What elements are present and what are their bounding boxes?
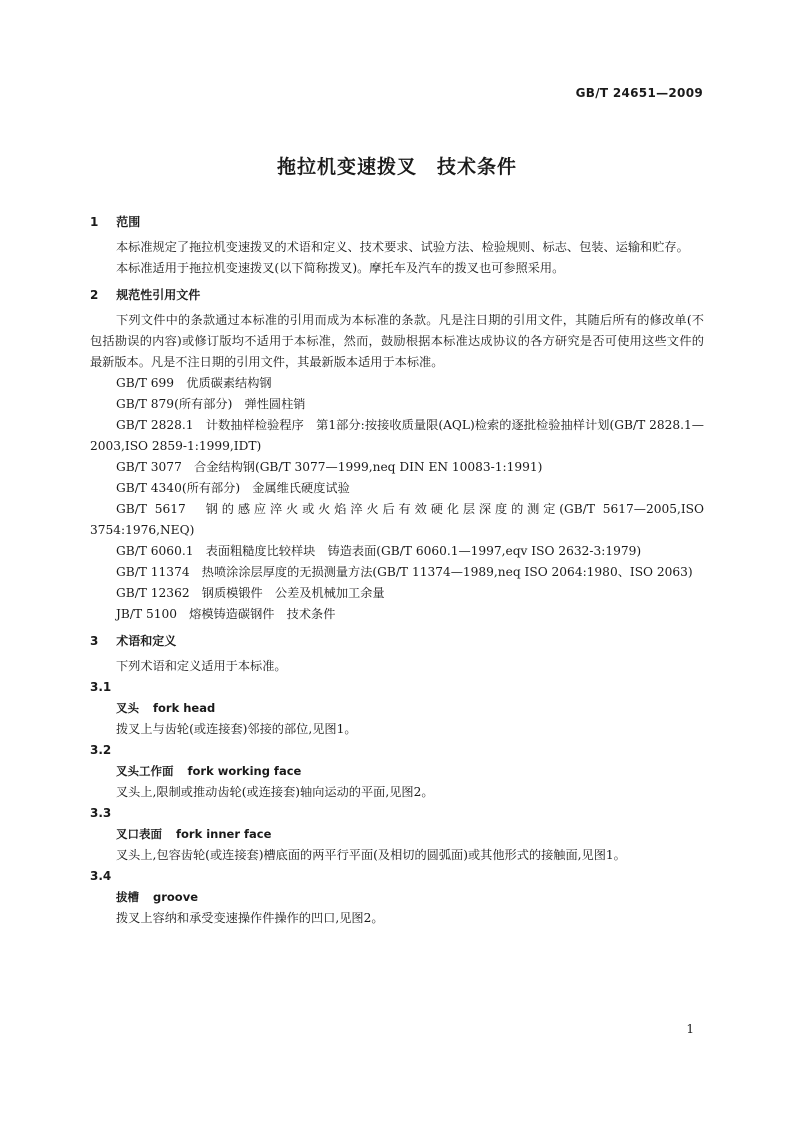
section-number: 1 (90, 215, 99, 229)
reference-item: GB/T 699 优质碳素结构钢 (116, 376, 272, 390)
scope-paragraph: 本标准适用于拖拉机变速拨叉(以下简称拨叉)。摩托车及汽车的拨叉也可参照采用。 (116, 261, 565, 275)
section-number: 2 (90, 288, 99, 302)
term-name (90, 887, 704, 908)
reference-item: GB/T 3077 合金结构钢(GB/T 3077—1999,neq DIN EN 10083-1:1991) (116, 460, 543, 474)
term-definition: 拨叉上与齿轮(或连接套)邻接的部位,见图1。 (116, 722, 357, 736)
term-name-zh: 叉头 (116, 701, 139, 715)
term-name-en: fork working face (187, 764, 302, 778)
term-number: 3.1 (90, 680, 112, 694)
term-name-zh: 拔槽 (116, 890, 139, 904)
section-heading-terms (90, 631, 704, 652)
term-name-en: groove (153, 890, 199, 904)
term-name (90, 698, 704, 719)
reference-item: GB/T 2828.1 计数抽样检验程序 第1部分:按接收质量限(AQL)检索的逐批检验抽样计划(GB/T 2828.1—2003,ISO 2859-1:1999,IDT) (90, 418, 704, 453)
reference-item: GB/T 12362 钢质模锻件 公差及机械加工余量 (116, 586, 385, 600)
reference-item: GB/T 5617 钢的感应淬火或火焰淬火后有效硬化层深度的测定(GB/T 5617—2005,ISO 3754:1976,NEQ) (90, 502, 704, 537)
reference-item: GB/T 879(所有部分) 弹性圆柱销 (116, 397, 306, 411)
term-number: 3.4 (90, 869, 112, 883)
term-number: 3.2 (90, 743, 112, 757)
reference-item: GB/T 11374 热喷涂涂层厚度的无损测量方法(GB/T 11374—1989,neq ISO 2064:1980、ISO 2063) (116, 565, 693, 579)
reference-item: JB/T 5100 熔模铸造碳钢件 技术条件 (116, 607, 336, 621)
term-definition: 拨叉上容纳和承受变速操作件操作的凹口,见图2。 (116, 911, 384, 925)
section-heading-normative-refs (90, 285, 704, 306)
term-number: 3.3 (90, 806, 112, 820)
term-definition: 叉头上,限制或推动齿轮(或连接套)轴向运动的平面,见图2。 (116, 785, 434, 799)
term-name-en: fork head (153, 701, 216, 715)
refs-intro: 下列文件中的条款通过本标准的引用而成为本标准的条款。凡是注日期的引用文件，其随后所有的修改单(不包括勘误的内容)或修订版均不适用于本标准，然而，鼓励根据本标准达成协议的各方研究是否可使用这些文件的最新版本。凡是不注日期的引用文件，其最新版本适用于本标准。 (90, 313, 704, 369)
term-name-en: fork inner face (176, 827, 272, 841)
term-name (90, 761, 704, 782)
term-name (90, 824, 704, 845)
section-number: 3 (90, 634, 99, 648)
page-number: 1 (686, 1022, 694, 1036)
document-body (90, 212, 704, 929)
term-name-zh: 叉头工作面 (116, 764, 174, 778)
term-definition: 叉头上,包容齿轮(或连接套)槽底面的两平行平面(及相切的圆弧面)或其他形式的接触面,见图1。 (116, 848, 626, 862)
term-name-zh: 叉口表面 (116, 827, 162, 841)
reference-item: GB/T 4340(所有部分) 金属维氏硬度试验 (116, 481, 350, 495)
terms-intro: 下列术语和定义适用于本标准。 (116, 659, 287, 673)
section-title: 规范性引用文件 (116, 288, 201, 302)
document-title: 拖拉机变速拨叉 技术条件 (276, 156, 517, 178)
standard-code: GB/T 24651—2009 (575, 86, 703, 100)
section-title: 范围 (116, 215, 141, 229)
section-heading-scope (90, 212, 704, 233)
reference-item: GB/T 6060.1 表面粗糙度比较样块 铸造表面(GB/T 6060.1—1997,eqv ISO 2632-3:1979) (116, 544, 642, 558)
scope-paragraph: 本标准规定了拖拉机变速拨叉的术语和定义、技术要求、试验方法、检验规则、标志、包装、运输和贮存。 (116, 240, 689, 254)
section-title: 术语和定义 (116, 634, 177, 648)
